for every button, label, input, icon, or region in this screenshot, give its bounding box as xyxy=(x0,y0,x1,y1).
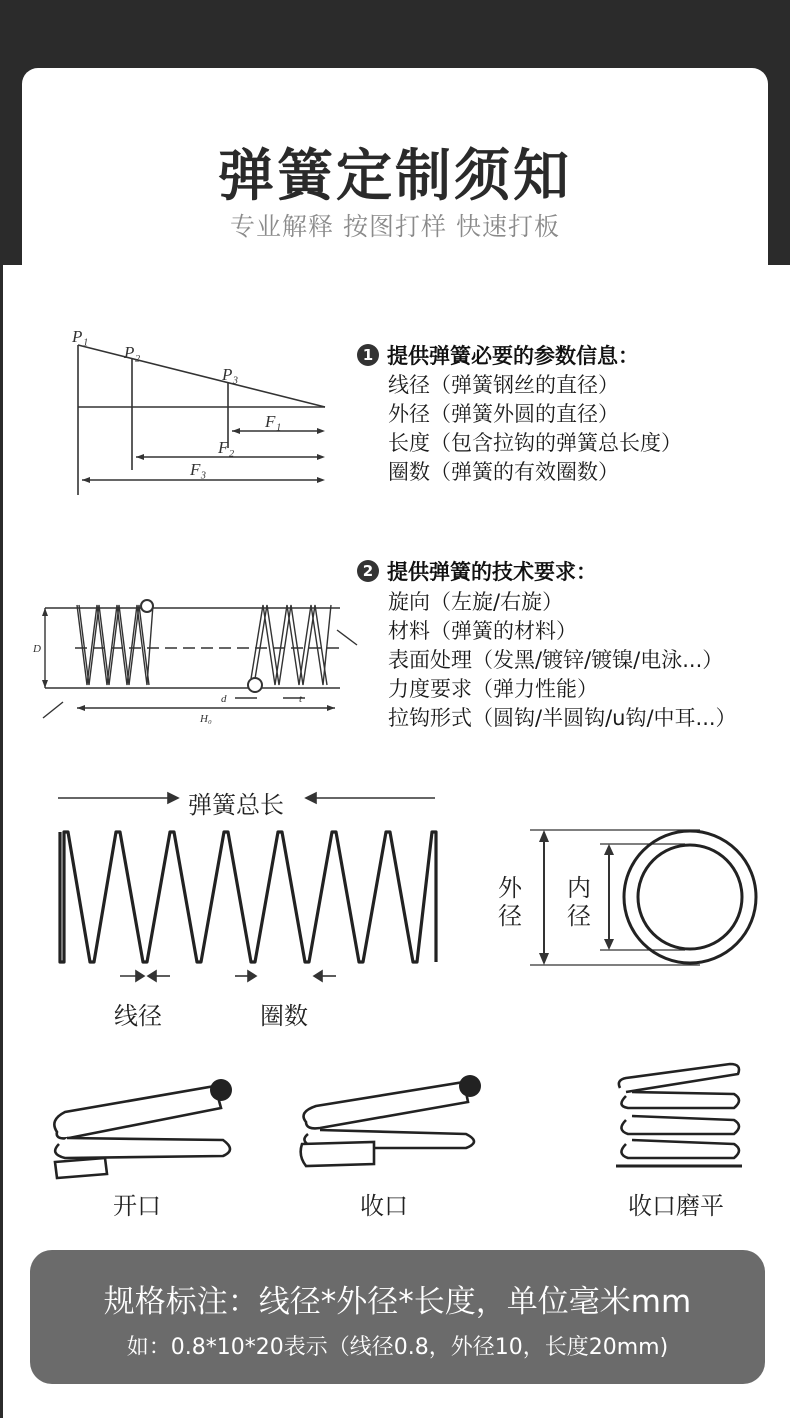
spring-section-diagram xyxy=(35,590,355,740)
h-label: H₀ xyxy=(200,713,212,725)
section1-heading xyxy=(357,340,639,370)
spec-format-text: 规格标注：线径*外径*长度，单位毫米mm xyxy=(103,1284,692,1320)
list-item: 拉钩形式（圆钩/半圆钩/u钩/中耳...） xyxy=(388,706,737,730)
coil-count-label: 圈数 xyxy=(260,1002,308,1030)
list-item: 力度要求（弹力性能） xyxy=(388,677,598,701)
list-item: 长度（包含拉钩的弹簧总长度） xyxy=(388,431,682,455)
wire-diameter-label: 线径 xyxy=(114,1002,162,1030)
page-subtitle: 专业解释 按图打样 快速打板 xyxy=(230,212,560,241)
diameter-ring-diagram xyxy=(520,820,770,975)
f1-label: F₁ xyxy=(265,412,282,431)
list-item: 旋向（左旋/右旋） xyxy=(388,590,564,614)
section1-list xyxy=(388,371,682,487)
spec-notation-box xyxy=(30,1250,765,1384)
left-border-line xyxy=(0,265,3,1418)
number-badge-1: 1 xyxy=(357,344,379,366)
closed-end-label: 收口 xyxy=(360,1192,408,1220)
load-deflection-diagram xyxy=(60,325,340,500)
f3-label: F₃ xyxy=(190,460,207,479)
section2-heading-text: 提供弹簧的技术要求： xyxy=(387,560,597,584)
closed-ground-label: 收口磨平 xyxy=(628,1192,724,1220)
p1-label: P₁ xyxy=(72,327,89,346)
list-item: 圈数（弹簧的有效圈数） xyxy=(388,460,619,484)
f2-label: F₂ xyxy=(218,438,235,457)
open-end-spring-icon xyxy=(45,1072,240,1182)
total-length-label: 弹簧总长 xyxy=(188,791,284,819)
d-big-label: D xyxy=(33,643,41,655)
closed-ground-spring-icon xyxy=(612,1058,747,1173)
section2-list xyxy=(388,588,737,733)
number-badge-2: 2 xyxy=(357,560,379,582)
inner-diameter-label: 内径 xyxy=(567,874,591,930)
p2-label: P₂ xyxy=(124,343,141,362)
spec-example-text: 如：0.8*10*20表示（线径0.8，外径10，长度20mm) xyxy=(126,1335,669,1360)
t-label: t xyxy=(299,693,303,705)
section1-heading-text: 提供弹簧必要的参数信息： xyxy=(387,344,639,368)
closed-end-spring-icon xyxy=(296,1072,491,1182)
list-item: 表面处理（发黑/镀锌/镀镍/电泳...） xyxy=(388,648,724,672)
list-item: 外径（弹簧外圆的直径） xyxy=(388,402,619,426)
list-item: 线径（弹簧钢丝的直径） xyxy=(388,373,619,397)
page-title: 弹簧定制须知 xyxy=(218,144,572,209)
d-small-label: d xyxy=(221,693,227,705)
p3-label: P₃ xyxy=(222,365,239,384)
list-item: 材料（弹簧的材料） xyxy=(388,619,577,643)
outer-diameter-label: 外径 xyxy=(498,874,522,930)
section2-heading xyxy=(357,556,597,586)
open-end-label: 开口 xyxy=(113,1192,161,1220)
